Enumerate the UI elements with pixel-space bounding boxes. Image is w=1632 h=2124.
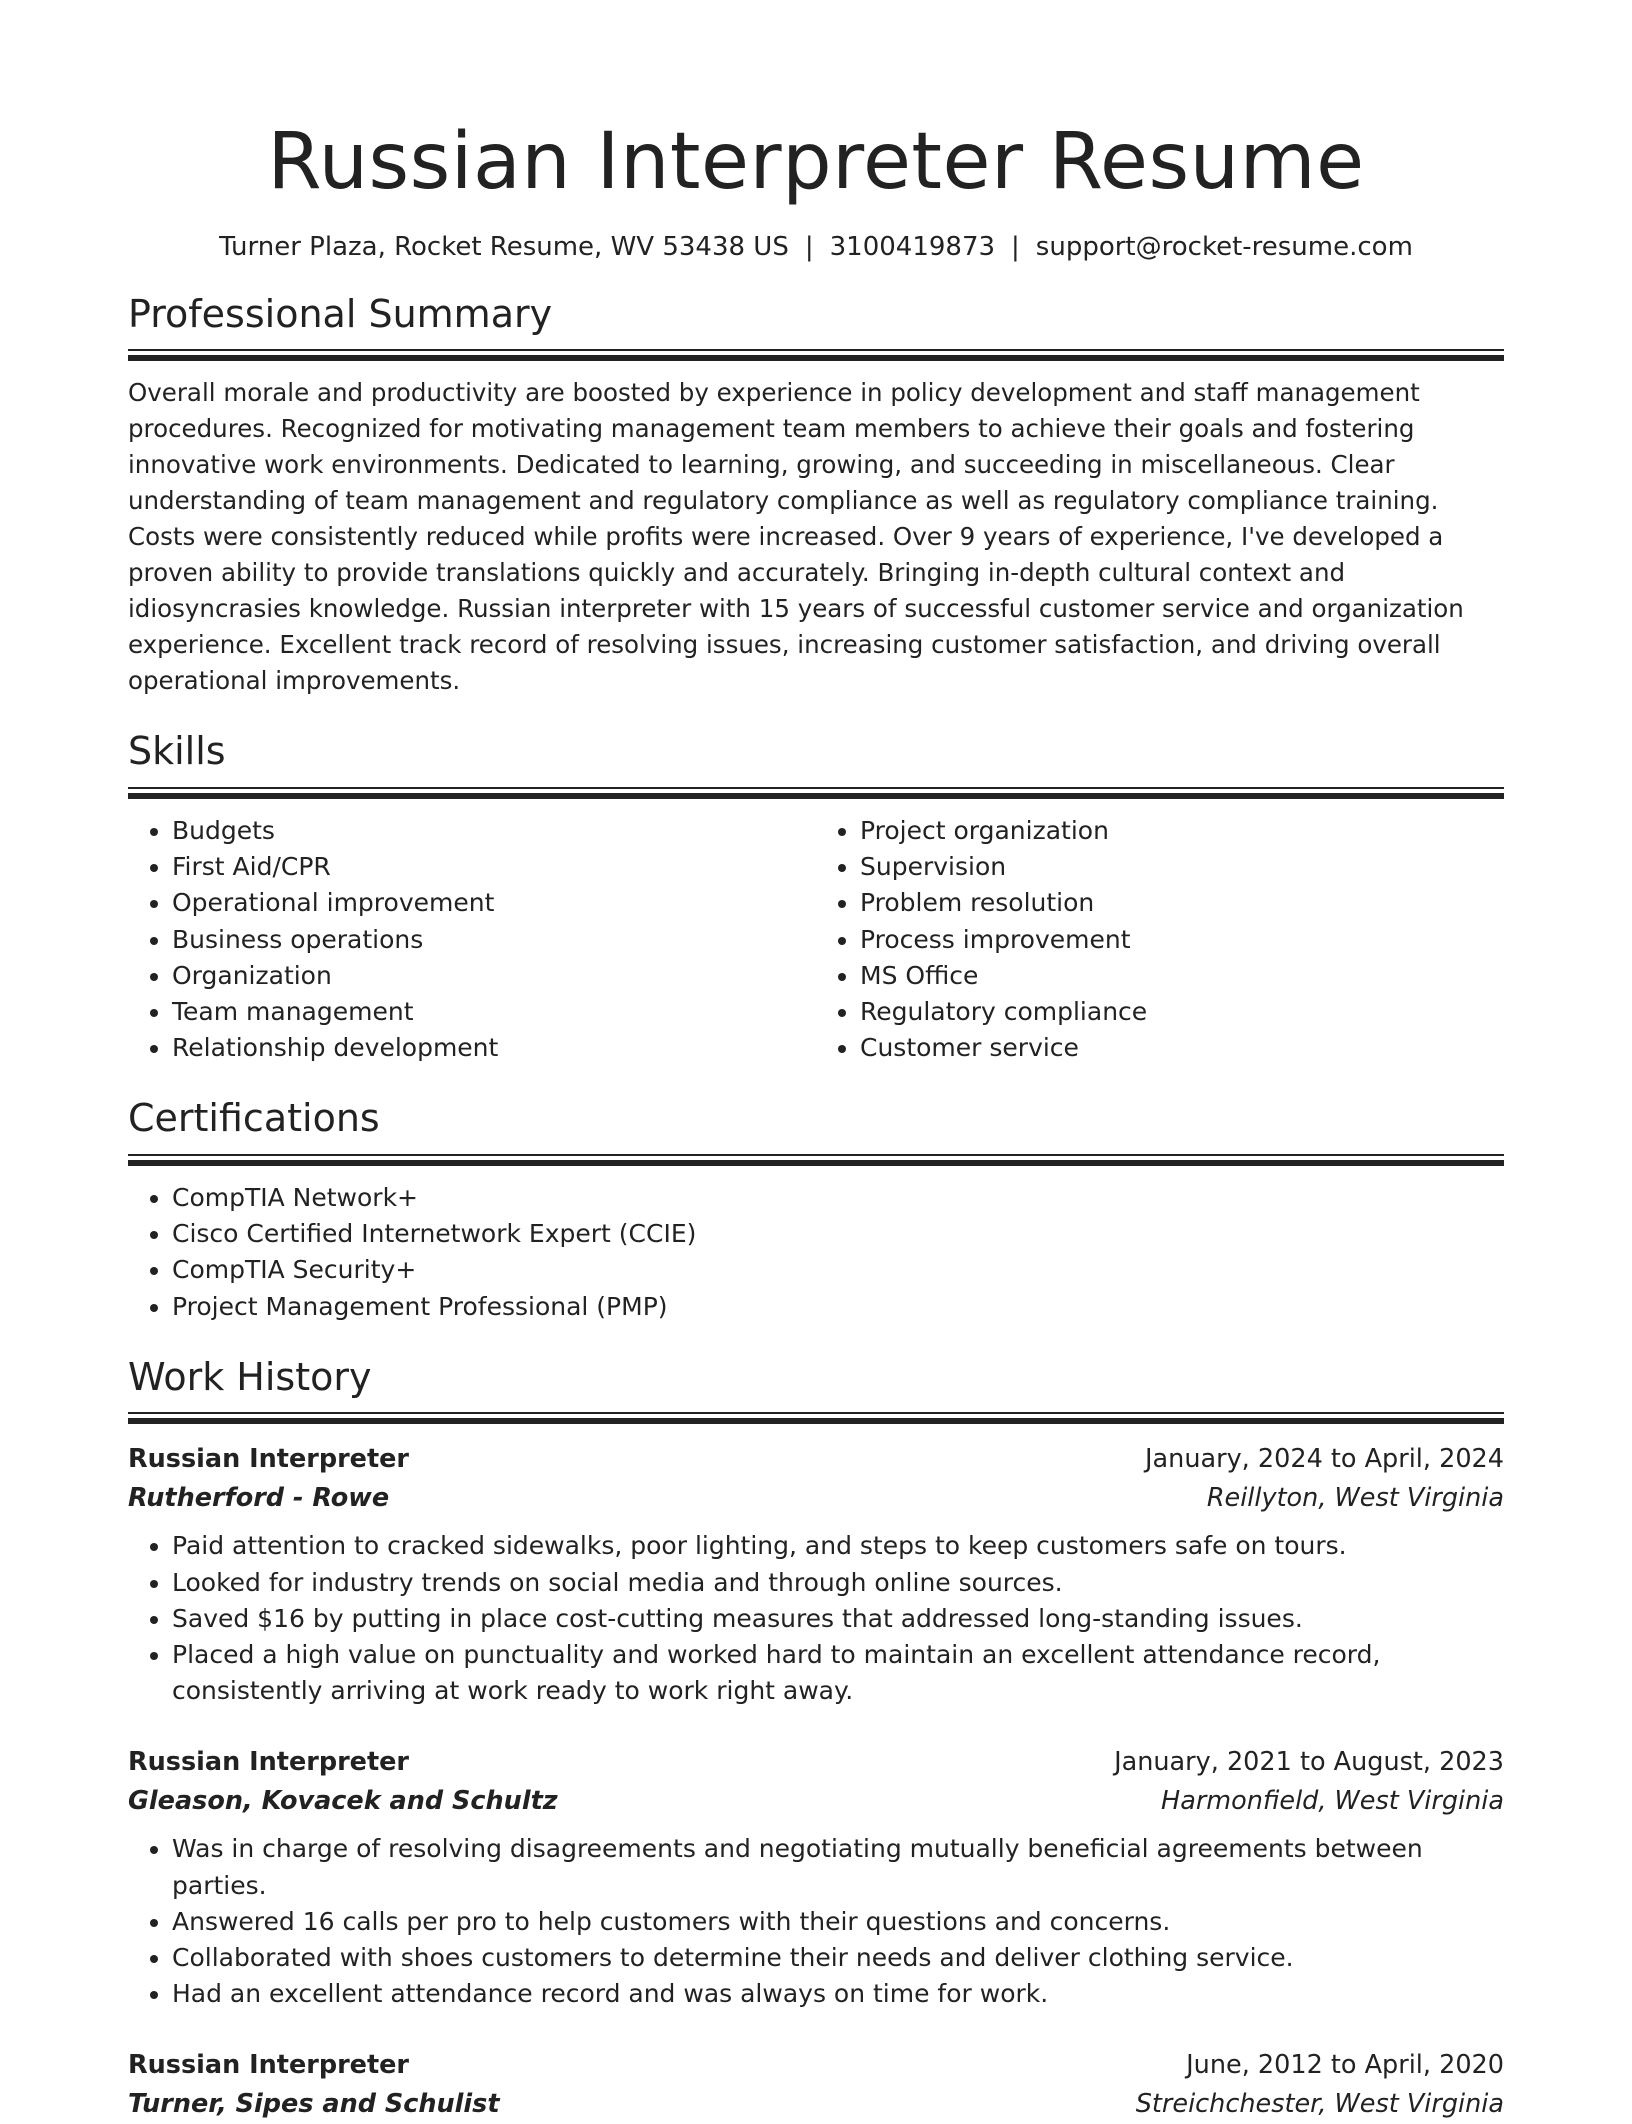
section-divider [128,1412,1504,1424]
skills-section [128,729,1504,1066]
skill-item: • Relationship development [172,1030,816,1066]
skill-item: • Organization [172,958,816,994]
certifications-list [128,1180,1504,1325]
job-bullets [128,1528,1504,1709]
skill-item: • Project organization [860,813,1504,849]
job-dates: January, 2024 to April, 2024 [1145,1444,1504,1475]
job-location: Reillyton, West Virginia [1206,1483,1504,1514]
skill-item: • First Aid/CPR [172,849,816,885]
job-location: Streichchester, West Virginia [1135,2089,1504,2120]
contact-line [128,232,1504,262]
skills-list-right [816,813,1504,1066]
job-entry [128,1743,1504,2012]
job-bullet: • Placed a high value on punctuality and worked hard to maintain an excellent attendance record, consistently arriving at work ready to work right away. [172,1637,1504,1709]
job-bullet: • Saved $16 by putting in place cost-cutting measures that addressed long-standing issues. [172,1601,1504,1637]
job-header-row [128,1743,1504,1782]
certification-item: • Cisco Certified Internetwork Expert (CCIE) [172,1216,1504,1252]
job-dates: June, 2012 to April, 2020 [1186,2050,1504,2081]
job-entry [128,2046,1504,2124]
skills-list-left [128,813,816,1066]
skill-item: • Customer service [860,1030,1504,1066]
contact-phone: 3100419873 [829,231,996,262]
work-history-section [128,1355,1504,2124]
job-header-row [128,2046,1504,2085]
job-company: Rutherford - Rowe [128,1483,390,1514]
contact-address: Turner Plaza, Rocket Resume, WV 53438 US [219,231,789,262]
section-divider [128,787,1504,799]
contact-separator: | [1011,231,1020,262]
job-bullet: • Collaborated with shoes customers to determine their needs and deliver clothing service. [172,1940,1504,1976]
certification-item: • CompTIA Network+ [172,1180,1504,1216]
section-heading: Certifications [128,1096,380,1141]
skill-item: • Problem resolution [860,885,1504,921]
certifications-section [128,1096,1504,1324]
section-heading: Professional Summary [128,291,553,336]
job-bullet: • Looked for industry trends on social media and through online sources. [172,1565,1504,1601]
section-divider [128,1154,1504,1166]
contact-separator: | [804,231,814,262]
summary-text: Overall morale and productivity are boosted by experience in policy development and staff management procedures. Recognized for motivating management team members to achieve their goals and fostering innovative work environments. Dedicated to learning, growing, and succeeding in miscellaneous. Clear understanding of team management and regulatory compliance as well as regulatory compliance training. Costs were consistently reduced while profits were increased. Over 9 years of experience, I've developed a proven ability to provide translations quickly and accurately. Bringing in-depth cultural context and idiosyncrasies knowledge. Russian interpreter with 15 years of successful customer service and organization experience. Excellent track record of resolving issues, increasing customer satisfaction, and driving overall operational improvements. [128,378,1464,696]
job-bullet: • Answered 16 calls per pro to help customers with their questions and concerns. [172,1904,1504,1940]
job-header-row [128,1440,1504,1479]
job-company: Turner, Sipes and Schulist [128,2089,500,2120]
job-title: Russian Interpreter [128,1444,410,1475]
page-title: Russian Interpreter Resume [267,117,1365,207]
job-employer-row [128,1782,1504,1821]
certification-item: • Project Management Professional (PMP) [172,1289,1504,1325]
job-bullet: • Was in charge of resolving disagreements and negotiating mutually beneficial agreements between parties. [172,1831,1504,1903]
job-bullet: • Had an excellent attendance record and was always on time for work. [172,1976,1504,2012]
job-location: Harmonfield, West Virginia [1161,1786,1504,1817]
job-dates: January, 2021 to August, 2023 [1114,1747,1504,1778]
skill-item: • MS Office [860,958,1504,994]
job-bullet: • Paid attention to cracked sidewalks, poor lighting, and steps to keep customers safe on tours. [172,1528,1504,1564]
contact-email: support@rocket-resume.com [1035,231,1413,262]
section-heading: Work History [128,1354,372,1399]
job-title: Russian Interpreter [128,2050,410,2081]
skill-item: • Team management [172,994,816,1030]
job-company: Gleason, Kovacek and Schultz [128,1786,558,1817]
certification-item: • CompTIA Security+ [172,1252,1504,1288]
skills-columns [128,813,1504,1066]
skill-item: • Business operations [172,922,816,958]
skill-item: • Regulatory compliance [860,994,1504,1030]
skill-item: • Operational improvement [172,885,816,921]
skill-item: • Process improvement [860,922,1504,958]
section-divider [128,349,1504,361]
skill-item: • Budgets [172,813,816,849]
job-employer-row [128,1479,1504,1518]
section-heading: Skills [128,729,226,774]
skill-item: • Supervision [860,849,1504,885]
job-entry [128,1440,1504,1709]
job-employer-row [128,2085,1504,2124]
job-title: Russian Interpreter [128,1747,410,1778]
professional-summary-section [128,292,1504,700]
job-bullets [128,1831,1504,2012]
